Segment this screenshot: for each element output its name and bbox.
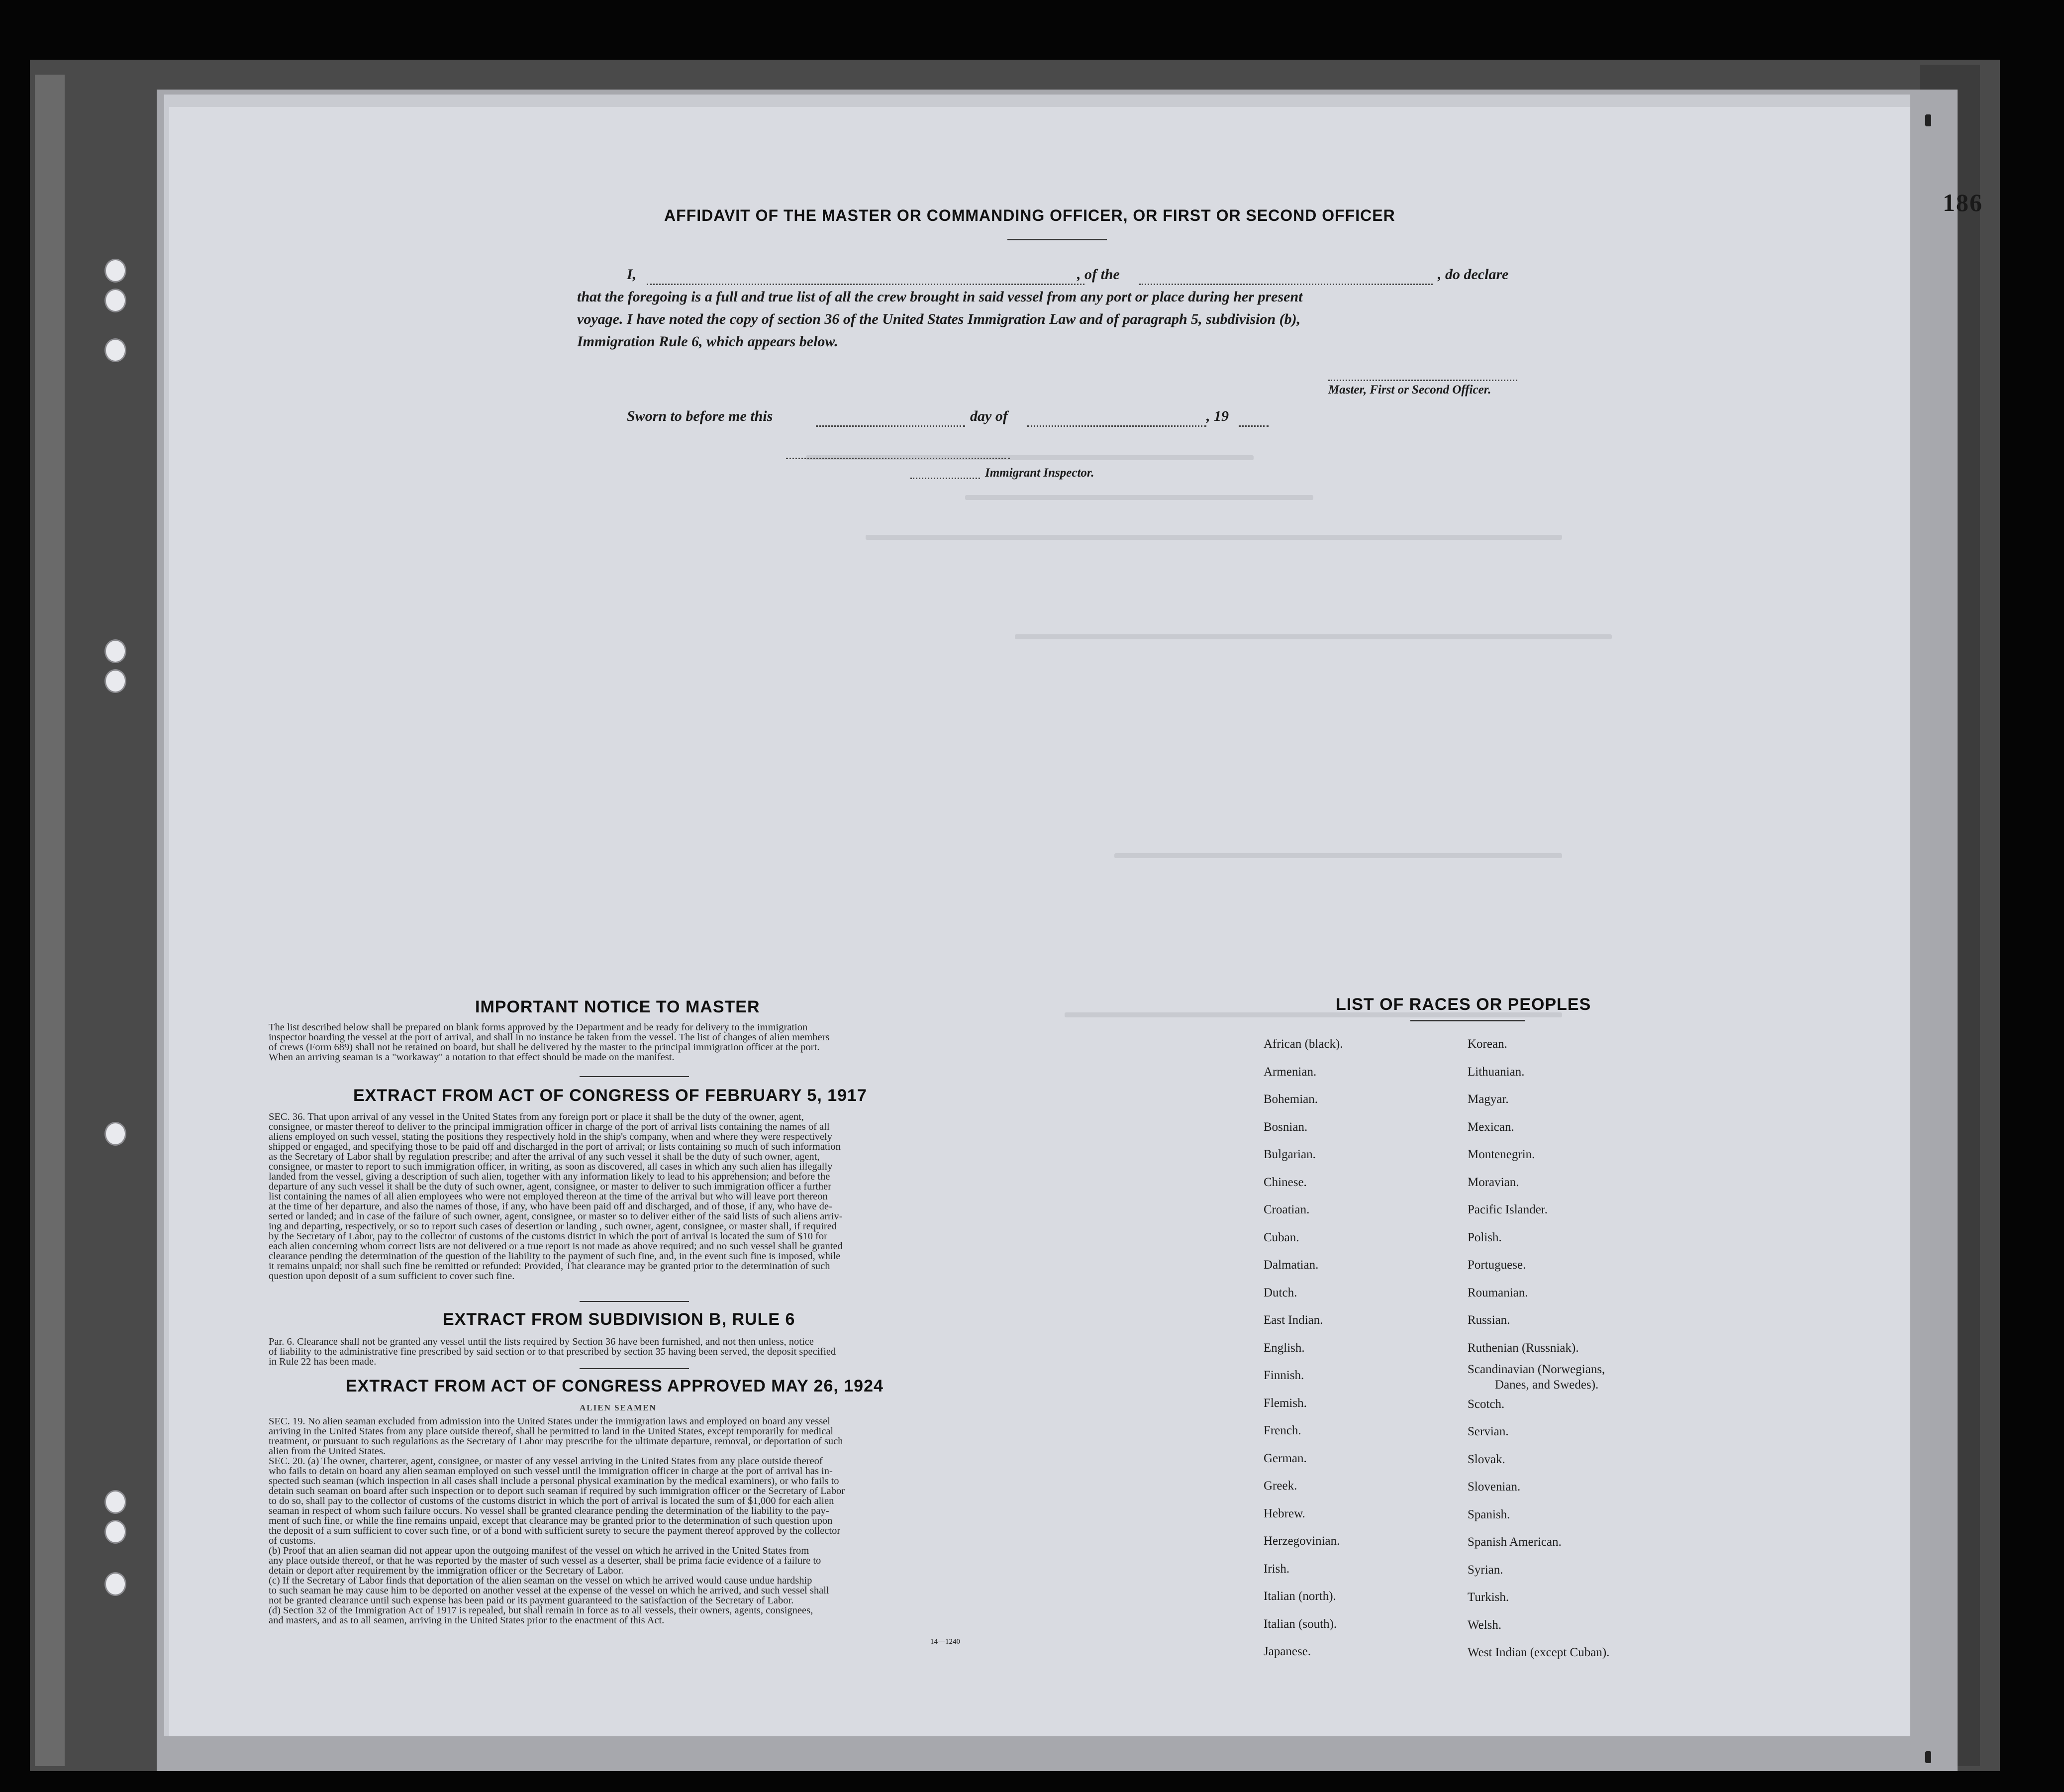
race-item: French. [1264, 1424, 1301, 1437]
race-item: Cuban. [1264, 1230, 1299, 1244]
section-rule [580, 1368, 689, 1369]
alien-seamen-subtitle: ALIEN SEAMEN [580, 1403, 657, 1412]
race-item: Slovenian. [1468, 1480, 1521, 1493]
affidavit-line-1-declare: , do declare [1438, 266, 1509, 283]
race-item: Bosnian. [1264, 1120, 1308, 1134]
race-item: Bohemian. [1264, 1093, 1318, 1106]
binder-hole [104, 1520, 126, 1544]
extract-1924-title: EXTRACT FROM ACT OF CONGRESS APPROVED MAY 26, 1924 [346, 1377, 884, 1395]
race-item: Slovak. [1468, 1452, 1505, 1466]
race-item: Magyar. [1468, 1093, 1509, 1106]
race-item: African (black). [1264, 1037, 1343, 1051]
race-item: Italian (north). [1264, 1590, 1336, 1603]
bleed-through-mark [965, 495, 1313, 500]
notice-text: The list described below shall be prepared on blank forms approved by the Department and be ready for delivery to the immigration inspector boarding the vessel at the port of arrival, and shall in no instance be taken from the vessel. The list of changes of alien members of crews (Form 689) shall not be retained on board, but shall be delivered by the master to the principal immigration officer at the port. When an arriving seaman is a "workaway" a notation to that effect should be made on the manifest. [269, 1022, 830, 1063]
race-item: Ruthenian (Russniak). [1468, 1341, 1579, 1355]
race-item: Chinese. [1264, 1175, 1307, 1189]
affidavit-title: AFFIDAVIT OF THE MASTER OR COMMANDING OFFICER, OR FIRST OR SECOND OFFICER [664, 206, 1395, 224]
race-item: Dalmatian. [1264, 1258, 1319, 1272]
sworn-day-blank[interactable] [816, 425, 965, 427]
binder-hole [104, 639, 126, 663]
race-item: Greek. [1264, 1479, 1297, 1493]
extract-rule6-text: Par. 6. Clearance shall not be granted any vessel until the lists required by Section 36 have been furnished, and not then unless, notice of liability to the administrative fine prescribed by said section or to that prescribed by section 35 having been served, the deposit specified in Rule 22 has been made. [269, 1336, 836, 1367]
race-item: German. [1264, 1451, 1307, 1465]
form-number: 14—1240 [930, 1638, 960, 1646]
race-item: Mexican. [1468, 1120, 1514, 1134]
races-title: LIST OF RACES OR PEOPLES [1336, 995, 1591, 1014]
race-item: East Indian. [1264, 1313, 1323, 1327]
race-item: Spanish American. [1468, 1535, 1562, 1549]
race-item: Moravian. [1468, 1175, 1519, 1189]
bleed-through-mark [1114, 853, 1562, 858]
section-rule [580, 1301, 689, 1302]
bleed-through-mark [1015, 634, 1612, 639]
race-item: English. [1264, 1341, 1305, 1355]
race-item: Spanish. [1468, 1507, 1510, 1521]
sworn-day-of: day of [970, 408, 1008, 424]
section-rule [580, 1076, 689, 1077]
race-item: Japanese. [1264, 1645, 1311, 1658]
affidavit-line-4: Immigration Rule 6, which appears below. [577, 333, 838, 350]
races-title-rule [1410, 1020, 1525, 1021]
inspector-signature-label: Immigrant Inspector. [985, 466, 1094, 480]
binder-hole [104, 1572, 126, 1596]
binder-hole [104, 289, 126, 312]
extract-1917-text: SEC. 36. That upon arrival of any vessel in the United States from any foreign port or place it shall be the duty of the owner, agent, consignee, or master thereof to deliver to the principal immigration officer in charge of the port of arrival lists containing the names of all aliens employed on such vessel, stating the positions they respectively hold in the ship's company, when and where they were respectively shipped or engaged, and specifying those to be paid off and discharged in the port of arrival; or lists containing so much of such information as the Secretary of Labor shall by regulation prescribe; and after the arrival of any such vessel it shall be the duty of such owner, agent, consignee, or master to report to such immigration officer, in writing, as soon as discovered, all cases in which any such alien has illegally landed from the vessel, giving a description of such alien, together with any information likely to lead to his apprehension; and before the departure of any such vessel it shall be the duty of such owner, agent, consignee, or master to deliver to such immigration officer a further list containing the names of all alien employees who were not employed thereon at the time of the arrival but who will leave port thereon at the time of her departure, and also the names of those, if any, who have been paid off and discharged, and of those, if any, who have de- serted or landed; and in case of the failure of such owner, agent, consignee, or master so to deliver either of the said lists of such aliens arriv- ing and departing, respectively, or so to report such cases of desertion or landing , such owner, agent, consignee, or master shall, if required by the Secretary of Labor, pay to the collector of customs of the customs district in which the port of arrival is located the sum of $10 for each alien concerning whom correct lists are not delivered or a true report is not made as above required; and no such vessel shall be granted clearance pending the determination of the question of the liability to the payment of such fine, and, in the event such fine is imposed, while it remains unpaid; nor shall such fine be remitted or refunded: Provided, That clearance may be granted prior to the determination of such question upon deposit of a sum sufficient to cover such fine. [269, 1111, 843, 1282]
race-item: Croatian. [1264, 1203, 1310, 1216]
race-item: Polish. [1468, 1230, 1502, 1244]
name-blank[interactable] [647, 284, 1084, 285]
race-item: Hebrew. [1264, 1506, 1305, 1520]
race-item: Montenegrin. [1468, 1148, 1535, 1161]
sworn-year: , 19 [1206, 408, 1229, 424]
race-item: Scandinavian (Norwegians, [1468, 1363, 1605, 1376]
vessel-blank[interactable] [1139, 284, 1433, 285]
race-item: Welsh. [1468, 1618, 1502, 1632]
binder-hole [104, 338, 126, 362]
binder-hole [104, 1122, 126, 1146]
race-item: Scotch. [1468, 1397, 1505, 1411]
affidavit-line-1-of-the: , of the [1077, 266, 1120, 283]
race-item: Bulgarian. [1264, 1148, 1316, 1161]
race-item: Servian. [1468, 1425, 1509, 1438]
document-sheet [169, 107, 1910, 1736]
race-item: West Indian (except Cuban). [1468, 1646, 1610, 1659]
binder-rivet [1925, 114, 1931, 126]
binder-hole [104, 1490, 126, 1514]
race-item: Portuguese. [1468, 1258, 1526, 1272]
master-signature-label: Master, First or Second Officer. [1328, 383, 1491, 397]
extract-rule6-title: EXTRACT FROM SUBDIVISION B, RULE 6 [443, 1310, 795, 1329]
sworn-month-blank[interactable] [1027, 425, 1206, 427]
race-item: Turkish. [1468, 1591, 1509, 1604]
race-item: Irish. [1264, 1562, 1290, 1576]
race-item: Dutch. [1264, 1286, 1297, 1299]
race-item: Lithuanian. [1468, 1065, 1525, 1079]
notice-title: IMPORTANT NOTICE TO MASTER [475, 997, 760, 1016]
page-number: 186 [1943, 189, 1983, 216]
race-item: Korean. [1468, 1037, 1507, 1051]
race-item: Russian. [1468, 1313, 1510, 1327]
affidavit-line-1-i: I, [627, 266, 637, 283]
race-item: Flemish. [1264, 1396, 1307, 1410]
inspector-signature-line[interactable] [786, 458, 1010, 459]
inspector-signature-line[interactable] [910, 478, 980, 479]
master-signature-line[interactable] [1328, 380, 1517, 381]
extract-1924-text: SEC. 19. No alien seaman excluded from admission into the United States under the immigration laws and employed on board any vessel arriving in the United States from any place outside thereof, shall be permitted to land in the United States, except temporarily for medical treatment, or pursuant to such regulations as the Secretary of Labor may prescribe for the ultimate departure, removal, or deportation of such alien from the United States. SEC. 20. (a) The owner, charterer, agent, consignee, or master of any vessel arriving in the United States from any place outside thereof who fails to detain on board any alien seaman employed on such vessel until the immigration officer in charge at the port of arrival has in- spected such seaman (which inspection in all cases shall include a personal physical examination by the medical examiners), or who fails to detain such seaman on board after such inspection or to deport such seaman if required by such immigration officer or the Secretary of Labor to do so, shall pay to the collector of customs of the customs district in which the port of arrival is located the sum of $1,000 for each alien seaman in respect of whom such failure occurs. No vessel shall be granted clearance pending the determination of the liability to the pay- ment of such fine, or while the fine remains unpaid, except that clearance may be granted prior to the determination of such question upon the deposit of a sum sufficient to cover such fine, or of a bond with sufficient surety to secure the payment thereof approved by the collector of customs. (b) Proof that an alien seaman did not appear upon the outgoing manifest of the vessel on which he arrived in the United States from any place outside thereof, or that he was reported by the master of such vessel as a deserter, shall be prima facie evidence of a failure to detain or deport after requirement by the immigration officer or the Secretary of Labor. (c) If the Secretary of Labor finds that deportation of the alien seaman on the vessel on which he arrived would cause undue hardship to such seaman he may cause him to be deported on another vessel at the expense of the vessel on which he arrived, and such vessel shall not be granted clearance until such expense has been paid or its payment guaranteed to the satisfaction of the Secretary of Labor. (d) Section 32 of the Immigration Act of 1917 is repealed, but shall remain in force as to all vessels, their owners, agents, consignees, and masters, and as to all seamen, arriving in the United States prior to the enactment of this Act. [269, 1416, 845, 1626]
race-item: Italian (south). [1264, 1617, 1337, 1631]
race-scandinavian-continued: Danes, and Swedes). [1495, 1378, 1599, 1392]
race-item: Armenian. [1264, 1065, 1317, 1079]
binder-strip-left [35, 75, 65, 1766]
race-item: Herzegovinian. [1264, 1534, 1340, 1548]
affidavit-line-2: that the foregoing is a full and true list of all the crew brought in said vessel from any port or place during her present [577, 289, 1303, 305]
title-rule [1007, 239, 1107, 240]
race-item: Roumanian. [1468, 1286, 1528, 1299]
bleed-through-mark [866, 535, 1562, 540]
race-item: Pacific Islander. [1468, 1203, 1548, 1216]
binder-hole [104, 669, 126, 693]
sworn-label: Sworn to before me this [627, 408, 773, 424]
affidavit-line-3: voyage. I have noted the copy of section 36 of the United States Immigration Law and of paragraph 5, subdivision (b), [577, 311, 1301, 327]
binder-rivet [1925, 1751, 1931, 1763]
race-item: Syrian. [1468, 1563, 1503, 1577]
binder-hole [104, 259, 126, 283]
sworn-year-blank[interactable] [1239, 425, 1269, 427]
race-item: Finnish. [1264, 1369, 1304, 1382]
extract-1917-title: EXTRACT FROM ACT OF CONGRESS OF FEBRUARY 5, 1917 [353, 1086, 867, 1105]
